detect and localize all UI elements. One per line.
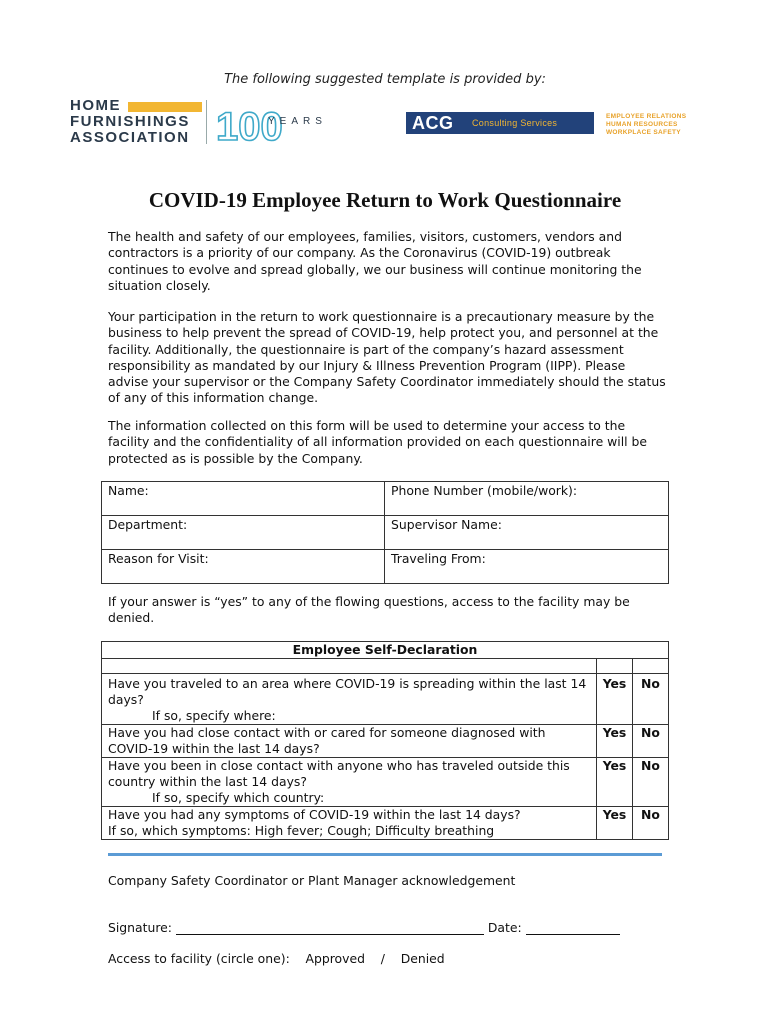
question-3-followup[interactable]: If so, specify which country: bbox=[152, 790, 325, 805]
question-3 bbox=[102, 758, 597, 807]
question-4-yes[interactable]: Yes bbox=[597, 807, 633, 840]
signature-row bbox=[108, 920, 620, 935]
name-field[interactable]: Name: bbox=[102, 482, 385, 516]
phone-field[interactable]: Phone Number (mobile/work): bbox=[385, 482, 669, 516]
question-1-followup[interactable]: If so, specify where: bbox=[152, 708, 276, 723]
acg-logo-subtitle: Consulting Services bbox=[472, 118, 558, 128]
acknowledgement-text: Company Safety Coordinator or Plant Manager acknowledgement bbox=[108, 873, 516, 888]
supervisor-field[interactable]: Supervisor Name: bbox=[385, 516, 669, 550]
declaration-spacer-no bbox=[633, 659, 669, 674]
question-2-yes[interactable]: Yes bbox=[597, 725, 633, 758]
question-4-no[interactable]: No bbox=[633, 807, 669, 840]
hfa-logo-line-3: ASSOCIATION bbox=[70, 129, 190, 146]
reason-field[interactable]: Reason for Visit: bbox=[102, 550, 385, 584]
acg-logo-name: ACG bbox=[412, 113, 454, 133]
access-row bbox=[108, 951, 445, 966]
signature-line[interactable] bbox=[176, 934, 484, 935]
employee-info-table bbox=[101, 481, 669, 584]
declaration-spacer bbox=[102, 659, 597, 674]
option-separator: / bbox=[380, 951, 385, 966]
acg-tag-2: HUMAN RESOURCES bbox=[606, 121, 678, 128]
logo-divider bbox=[206, 100, 207, 144]
acg-tag-1: EMPLOYEE RELATIONS bbox=[606, 113, 687, 120]
question-1 bbox=[102, 674, 597, 725]
traveling-from-field[interactable]: Traveling From: bbox=[385, 550, 669, 584]
self-declaration-table bbox=[101, 641, 669, 840]
question-4-followup[interactable]: If so, which symptoms: High fever; Cough; Difficulty breathing bbox=[108, 823, 495, 838]
deny-note: If your answer is “yes” to any of the flowing questions, access to the facility may be denied. bbox=[108, 594, 630, 625]
question-1-no[interactable]: No bbox=[633, 674, 669, 725]
document-title: COVID-19 Employee Return to Work Questionnaire bbox=[148, 188, 622, 212]
question-3-yes[interactable]: Yes bbox=[597, 758, 633, 807]
question-2: Have you had close contact with or cared for someone diagnosed with COVID-19 within the last 14 days? bbox=[102, 725, 597, 758]
question-1-yes[interactable]: Yes bbox=[597, 674, 633, 725]
intro-paragraph-2: Your participation in the return to work questionnaire is a precautionary measure by the business to help prevent the spread of COVID-19, help protect you, and personnel at the facility. Additionally, the questionnaire is part of the company’s hazard assessment responsibility as mandated by our Injury & Illness Prevention Program (IIPP). Please advise your supervisor or the Company Safety Coordinator immediately should the status of any of this information change. bbox=[108, 309, 666, 406]
acg-logo bbox=[406, 112, 594, 134]
date-label: Date: bbox=[487, 920, 522, 935]
hfa-logo-line-2: FURNISHINGS bbox=[70, 113, 190, 130]
access-label: Access to facility (circle one): bbox=[108, 951, 290, 966]
section-divider bbox=[108, 853, 662, 856]
question-2-no[interactable]: No bbox=[633, 725, 669, 758]
question-3-no[interactable]: No bbox=[633, 758, 669, 807]
question-3-text: Have you been in close contact with anyone who has traveled outside this country within the last 14 days? bbox=[108, 758, 570, 789]
intro-paragraph-3: The information collected on this form will be used to determine your access to the facility and the confidentiality of all information provided on each questionnaire will be protected as is possible by the Company. bbox=[108, 418, 648, 466]
hfa-gold-bar bbox=[128, 102, 202, 112]
hundred-digit-1: 100 bbox=[216, 105, 283, 146]
question-4 bbox=[102, 807, 597, 840]
question-1-text: Have you traveled to an area where COVID-19 is spreading within the last 14 days? bbox=[108, 676, 587, 707]
years-text: YEARS bbox=[268, 116, 327, 127]
department-field[interactable]: Department: bbox=[102, 516, 385, 550]
acg-tag-3: WORKPLACE SAFETY bbox=[606, 129, 681, 136]
date-line[interactable] bbox=[526, 934, 620, 935]
approved-option[interactable]: Approved bbox=[305, 951, 365, 966]
hfa-logo-line-1: HOME bbox=[70, 97, 121, 114]
denied-option[interactable]: Denied bbox=[400, 951, 445, 966]
declaration-spacer-yes bbox=[597, 659, 633, 674]
intro-paragraph-1: The health and safety of our employees, families, visitors, customers, vendors and contractors is a priority of our company. As the Coronavirus (COVID-19) outbreak continues to evolve and spread globally, we our business will continue monitoring the situation closely. bbox=[108, 229, 642, 293]
declaration-heading: Employee Self-Declaration bbox=[102, 642, 669, 659]
question-4-text: Have you had any symptoms of COVID-19 within the last 14 days? bbox=[108, 807, 521, 822]
hfa-logo bbox=[70, 98, 200, 148]
provided-by-text: The following suggested template is provided by: bbox=[224, 72, 546, 87]
signature-label: Signature: bbox=[108, 920, 172, 935]
